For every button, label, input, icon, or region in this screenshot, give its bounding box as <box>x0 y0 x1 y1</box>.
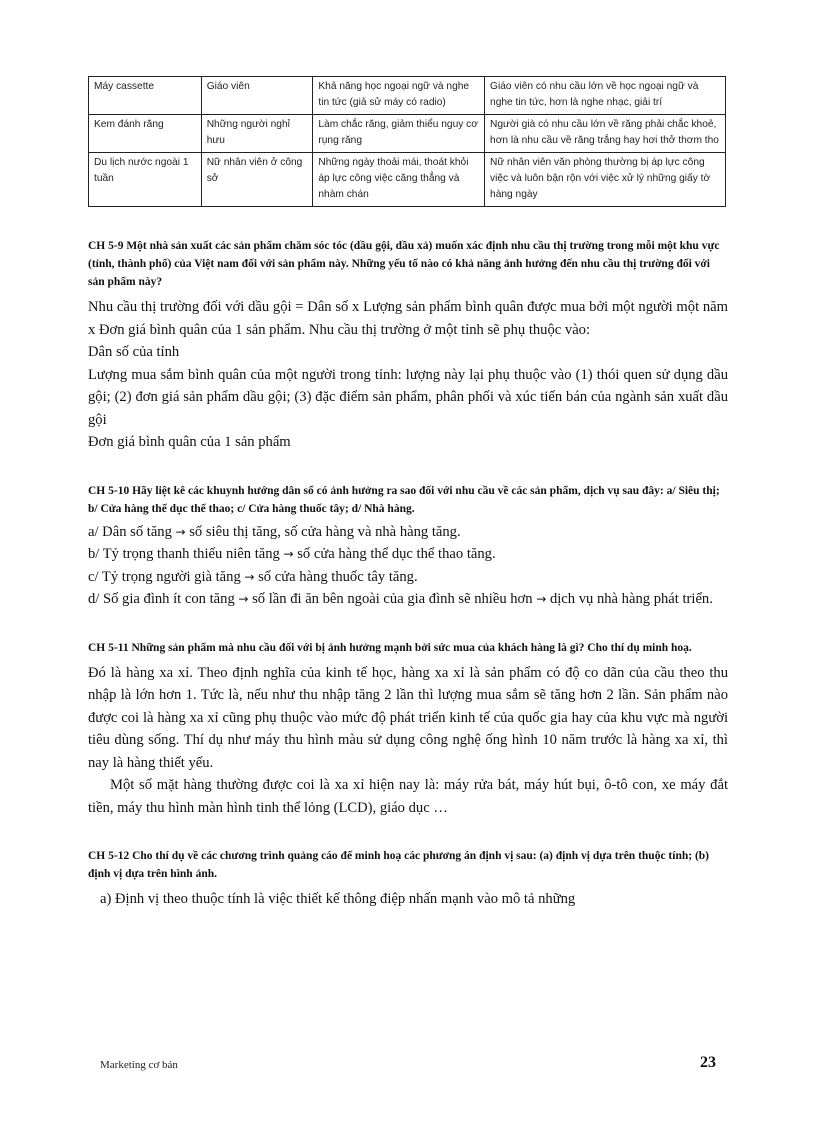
table-cell-segment: Giáo viên <box>201 77 313 115</box>
table-cell-benefit: Làm chắc răng, giảm thiểu nguy cơ rụng răng <box>313 115 485 153</box>
table-row <box>89 77 726 115</box>
table-cell-benefit: Khả năng học ngoại ngữ và nghe tin tức (giả sử máy có radio) <box>313 77 485 115</box>
answer-item-b <box>88 543 728 566</box>
answer-paragraph: Lượng mua sắm bình quân của một người trong tỉnh: lượng này lại phụ thuộc vào (1) thói quen sử dụng dầu gội; (2) đơn giá sản phẩm dầu gội; (3) đặc điểm sản phẩm, phân phối và xúc tiến bán của ngành sản xuất dầu gội <box>88 366 728 428</box>
answer-text: số cửa hàng thể dục thể thao tăng. <box>293 546 496 562</box>
answer-paragraph: Dân số của tỉnh <box>88 344 180 360</box>
arrow-right-icon: → <box>536 592 547 606</box>
answer-text: c/ Tỷ trọng người già tăng <box>88 568 245 585</box>
question-ch5-11: CH 5-11 Những sản phẩm mà nhu cầu đối với bị ảnh hưởng mạnh bởi sức mua của khách hàng là gì? Cho thí dụ minh hoạ. <box>88 641 692 654</box>
table-row <box>89 115 726 153</box>
answer-item-a <box>88 521 728 544</box>
table-cell-product: Du lịch nước ngoài 1 tuần <box>89 153 202 207</box>
page-number: 23 <box>700 1054 716 1071</box>
table-cell-reason: Giáo viên có nhu cầu lớn về học ngoại ngữ và nghe tin tức, hơn là nghe nhạc, giải trí <box>485 77 726 115</box>
table-cell-product: Máy cassette <box>89 77 202 115</box>
answer-text: dịch vụ nhà hàng phát triển. <box>546 591 713 607</box>
table-cell-segment: Những người nghỉ hưu <box>201 115 313 153</box>
table-cell-reason: Người già có nhu cầu lớn về răng phải chắc khoẻ, hơn là nhu cầu về răng trắng hay hơi thở thơm tho <box>485 115 726 153</box>
table-cell-reason: Nữ nhân viên văn phòng thường bị áp lực công việc và luôn bận rộn với việc xử lý những giấy tờ hàng ngày <box>485 153 726 207</box>
answer-text: số cửa hàng thuốc tây tăng. <box>254 568 418 585</box>
answer-text: a/ Dân số tăng <box>88 523 176 540</box>
answer-paragraph: a) Định vị theo thuộc tính là việc thiết kế thông điệp nhấn mạnh vào mô tả những <box>100 891 576 907</box>
table-cell-benefit: Những ngày thoải mái, thoát khỏi áp lực công việc căng thẳng và nhàm chán <box>313 153 485 207</box>
market-segment-table <box>88 76 726 207</box>
answer-text: số lần đi ăn bên ngoài của gia đình sẽ nhiều hơn <box>248 591 537 607</box>
answer-paragraph: Đơn giá bình quân của 1 sản phẩm <box>88 434 291 450</box>
footer-book-title: Marketing cơ bản <box>100 1059 178 1071</box>
question-ch5-12: CH 5-12 Cho thí dụ về các chương trình quảng cáo để minh hoạ các phương án định vị sau: (a) định vị dựa trên thuộc tính; (b) định vị dựa trên hình ảnh. <box>88 850 709 880</box>
answer-paragraph: Nhu cầu thị trường đối với dầu gội = Dân số x Lượng sản phẩm bình quân được mua bởi một người một năm x Đơn giá bình quân của 1 sản phẩm. Nhu cầu thị trường ở một tỉnh sẽ phụ thuộc vào: <box>88 299 728 338</box>
document-page <box>88 76 728 911</box>
arrow-right-icon: → <box>175 524 186 539</box>
table-cell-segment: Nữ nhân viên ở công sở <box>201 153 313 207</box>
answer-item-d <box>88 588 728 611</box>
arrow-right-icon: → <box>283 547 294 561</box>
answer-paragraph: Một số mặt hàng thường được coi là xa xỉ hiện nay là: máy rửa bát, máy hút bụi, ô-tô con, xe máy đắt tiền, máy thu hình màn hình tinh thể lỏng (LCD), giáo dục … <box>88 777 728 816</box>
table-cell-product: Kem đánh răng <box>89 115 202 153</box>
question-ch5-9: CH 5-9 Một nhà sản xuất các sản phẩm chăm sóc tóc (dầu gội, dầu xả) muốn xác định nhu cầu thị trường trong mỗi một khu vực (tỉnh, thành phố) của Việt nam đối với sản phẩm này. Những yếu tố nào có khả năng ảnh hưởng đến nhu cầu thị trường đối với sản phẩm này? <box>88 240 720 288</box>
answer-text: d/ Số gia đình ít con tăng <box>88 591 239 607</box>
answer-text: số siêu thị tăng, số cửa hàng và nhà hàng tăng. <box>185 523 461 540</box>
answer-ch5-9 <box>88 296 728 454</box>
answer-ch5-12 <box>88 888 728 911</box>
answer-ch5-11 <box>88 662 728 820</box>
arrow-right-icon: → <box>244 569 255 584</box>
answer-text: b/ Tỷ trọng thanh thiếu niên tăng <box>88 546 284 562</box>
arrow-right-icon: → <box>238 592 249 606</box>
answer-item-c <box>88 566 728 589</box>
table-row <box>89 153 726 207</box>
question-ch5-10: CH 5-10 Hãy liệt kê các khuynh hướng dân số có ảnh hưởng ra sao đối với nhu cầu về các sản phẩm, dịch vụ sau đây: a/ Siêu thị; b/ Cửa hàng thể dục thể thao; c/ Cửa hàng thuốc tây; d/ Nhà hàng. <box>88 484 720 515</box>
answer-ch5-10 <box>88 521 728 611</box>
answer-paragraph: Đó là hàng xa xỉ. Theo định nghĩa của kinh tế học, hàng xa xỉ là sản phẩm có độ co dãn của cầu theo thu nhập là lớn hơn 1. Tức là, nếu như thu nhập tăng 2 lần thì lượng mua sắm sẽ tăng hơn 2 lần. Sản phẩm nào được coi là hàng xa xỉ cũng phụ thuộc vào mức độ phát triển kinh tế của quốc gia hay của khu vực mà người tiêu dùng sống. Thí dụ như máy thu hình màu sử dụng công nghệ ống hình 10 năm trước là hàng xa xỉ, thì nay là hàng thiết yếu. <box>88 664 728 771</box>
